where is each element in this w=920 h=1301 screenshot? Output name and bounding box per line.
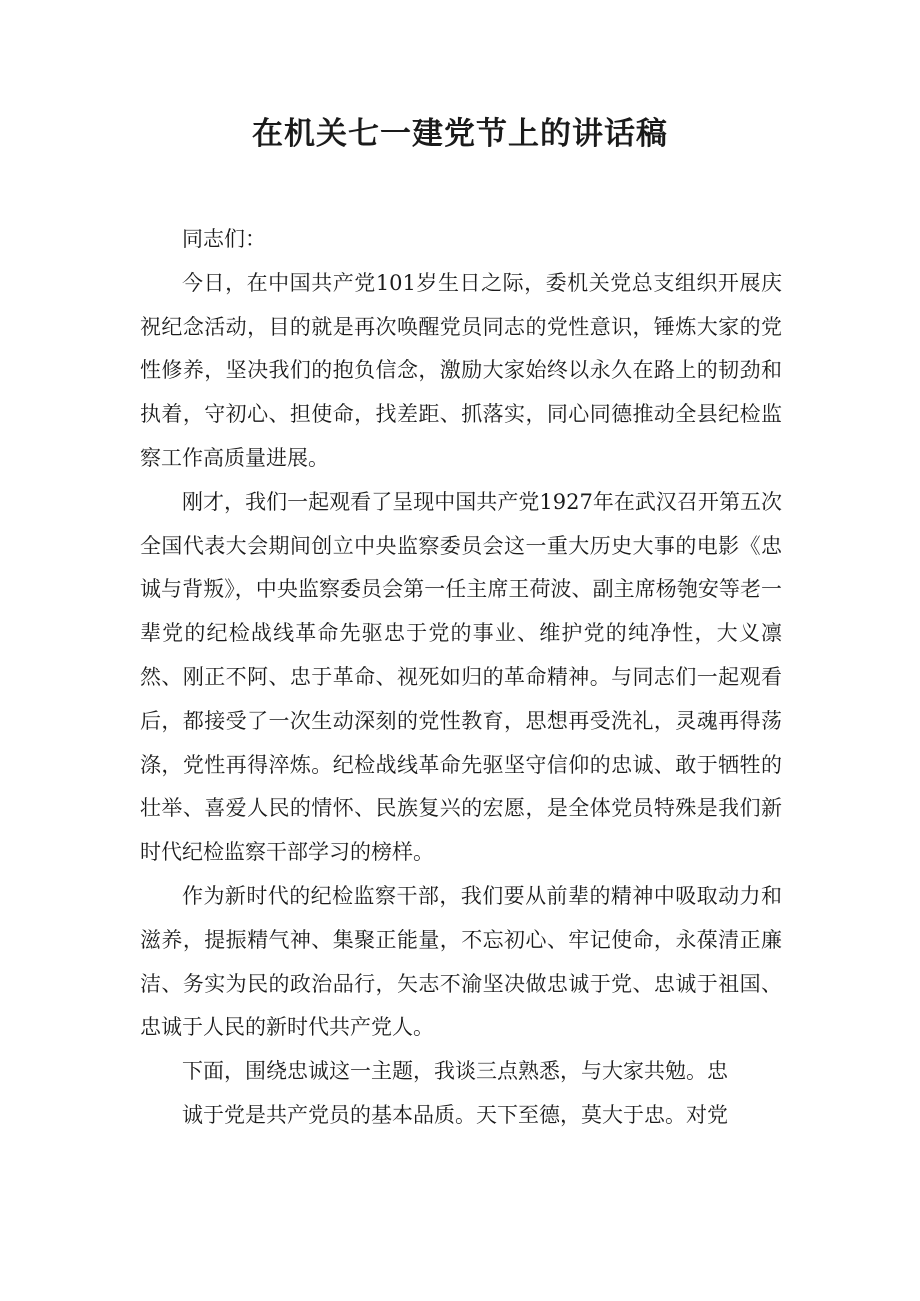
document-body: [140, 218, 782, 1138]
salutation: 同志们：: [182, 227, 266, 251]
paragraph-continuation: 诚于党是共产党员的基本品质。天下至德，莫大于忠。对党: [182, 1102, 728, 1127]
paragraph: 作为新时代的纪检监察干部，我们要从前辈的精神中吸取动力和滋养，提振精气神、集聚正能量，不忘初心、牢记使命，永葆清正廉洁、务实为民的政治品行，矢志不渝坚决做忠诚于党、忠诚于祖国、忠诚于人民的新时代共产党人。: [140, 883, 782, 1040]
document-title: 在机关七一建党节上的讲话稿: [252, 116, 668, 152]
paragraph: 刚才，我们一起观看了呈现中国共产党1927年在武汉召开第五次全国代表大会期间创立中央监察委员会这一重大历史大事的电影《忠诚与背叛》，中央监察委员会第一任主席王荷波、副主席杨匏安等老一辈党的纪检战线革命先驱忠于党的事业、维护党的纯净性，大义凛然、刚正不阿、忠于革命、视死如归的革命精神。与同志们一起观看后，都接受了一次生动深刻的党性教育，思想再受洗礼，灵魂再得荡涤，党性再得淬炼。纪检战线革命先驱坚守信仰的忠诚、敢于牺牲的壮举、喜爱人民的情怀、民族复兴的宏愿，是全体党员特殊是我们新时代纪检监察干部学习的榜样。: [140, 489, 782, 865]
paragraph: 下面，围绕忠诚这一主题，我谈三点熟悉，与大家共勉。忠: [182, 1059, 728, 1084]
paragraph: 今日，在中国共产党101岁生日之际，委机关党总支组织开展庆祝纪念活动，目的就是再次唤醒党员同志的党性意识，锤炼大家的党性修养，坚决我们的抱负信念，激励大家始终以永久在路上的韧劲和执着，守初心、担使命，找差距、抓落实，同心同德推动全县纪检监察工作高质量进展。: [140, 270, 782, 470]
